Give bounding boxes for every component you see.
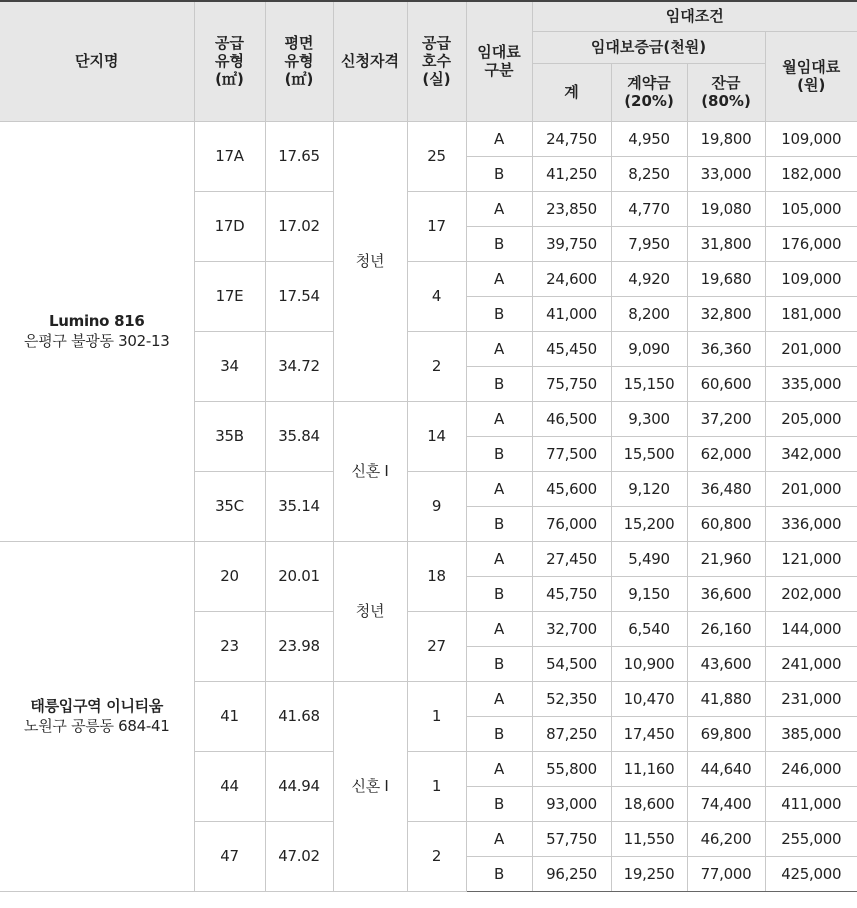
units-cell: 9 (407, 471, 466, 541)
monthly-rent-cell: 241,000 (765, 646, 857, 681)
units-cell: 17 (407, 191, 466, 261)
deposit-total-cell: 45,750 (532, 576, 611, 611)
qualification-cell: 신혼 I (333, 401, 407, 541)
area-type-cell: 23.98 (265, 611, 333, 681)
rent-class-cell: A (466, 611, 532, 646)
rent-class-cell: B (466, 716, 532, 751)
deposit-contract-cell: 8,200 (611, 296, 687, 331)
rent-class-cell: B (466, 296, 532, 331)
table-row (0, 121, 857, 156)
header-conditions: 임대조건 (532, 1, 857, 31)
deposit-total-cell: 27,450 (532, 541, 611, 576)
rent-class-cell: A (466, 751, 532, 786)
deposit-balance-cell: 41,880 (687, 681, 765, 716)
deposit-balance-cell: 33,000 (687, 156, 765, 191)
deposit-contract-cell: 10,470 (611, 681, 687, 716)
units-cell: 27 (407, 611, 466, 681)
deposit-total-cell: 76,000 (532, 506, 611, 541)
deposit-balance-cell: 19,800 (687, 121, 765, 156)
monthly-rent-cell: 411,000 (765, 786, 857, 821)
deposit-balance-cell: 60,800 (687, 506, 765, 541)
deposit-contract-cell: 10,900 (611, 646, 687, 681)
deposit-total-cell: 77,500 (532, 436, 611, 471)
supply-type-cell: 17E (194, 261, 265, 331)
supply-type-cell: 17A (194, 121, 265, 191)
rent-class-cell: B (466, 156, 532, 191)
deposit-contract-cell: 5,490 (611, 541, 687, 576)
deposit-contract-cell: 7,950 (611, 226, 687, 261)
monthly-rent-cell: 109,000 (765, 121, 857, 156)
supply-type-cell: 47 (194, 821, 265, 891)
deposit-total-cell: 93,000 (532, 786, 611, 821)
area-type-cell: 17.54 (265, 261, 333, 331)
deposit-balance-cell: 21,960 (687, 541, 765, 576)
deposit-balance-cell: 19,080 (687, 191, 765, 226)
header-qualification: 신청자격 (333, 1, 407, 121)
deposit-balance-cell: 74,400 (687, 786, 765, 821)
units-cell: 1 (407, 681, 466, 751)
complex-cell (0, 121, 194, 541)
rent-class-cell: B (466, 646, 532, 681)
monthly-rent-cell: 336,000 (765, 506, 857, 541)
supply-type-cell: 44 (194, 751, 265, 821)
deposit-balance-cell: 77,000 (687, 856, 765, 891)
deposit-balance-cell: 31,800 (687, 226, 765, 261)
monthly-rent-cell: 121,000 (765, 541, 857, 576)
supply-type-cell: 23 (194, 611, 265, 681)
rent-class-cell: A (466, 681, 532, 716)
deposit-total-cell: 23,850 (532, 191, 611, 226)
complex-cell (0, 541, 194, 891)
deposit-balance-cell: 37,200 (687, 401, 765, 436)
rent-class-cell: B (466, 366, 532, 401)
deposit-balance-cell: 62,000 (687, 436, 765, 471)
complex-address: 은평구 불광동 302-13 (24, 332, 170, 350)
deposit-contract-cell: 4,950 (611, 121, 687, 156)
deposit-contract-cell: 19,250 (611, 856, 687, 891)
header-complex: 단지명 (0, 1, 194, 121)
area-type-cell: 20.01 (265, 541, 333, 611)
monthly-rent-cell: 182,000 (765, 156, 857, 191)
deposit-contract-cell: 4,920 (611, 261, 687, 296)
deposit-total-cell: 32,700 (532, 611, 611, 646)
deposit-total-cell: 96,250 (532, 856, 611, 891)
rent-class-cell: B (466, 786, 532, 821)
units-cell: 2 (407, 331, 466, 401)
monthly-rent-cell: 425,000 (765, 856, 857, 891)
units-cell: 25 (407, 121, 466, 191)
deposit-contract-cell: 15,200 (611, 506, 687, 541)
header-units: 공급 호수 (실) (407, 1, 466, 121)
rent-class-cell: A (466, 191, 532, 226)
supply-type-cell: 35C (194, 471, 265, 541)
rent-class-cell: A (466, 541, 532, 576)
rent-class-cell: A (466, 331, 532, 366)
monthly-rent-cell: 181,000 (765, 296, 857, 331)
rent-class-cell: A (466, 471, 532, 506)
area-type-cell: 44.94 (265, 751, 333, 821)
deposit-total-cell: 41,250 (532, 156, 611, 191)
monthly-rent-cell: 176,000 (765, 226, 857, 261)
monthly-rent-cell: 335,000 (765, 366, 857, 401)
area-type-cell: 17.02 (265, 191, 333, 261)
header-supply-type: 공급 유형 (㎡) (194, 1, 265, 121)
monthly-rent-cell: 202,000 (765, 576, 857, 611)
monthly-rent-cell: 231,000 (765, 681, 857, 716)
qualification-cell: 청년 (333, 541, 407, 681)
deposit-contract-cell: 9,150 (611, 576, 687, 611)
header-deposit-contract: 계약금 (20%) (611, 63, 687, 121)
deposit-balance-cell: 32,800 (687, 296, 765, 331)
monthly-rent-cell: 205,000 (765, 401, 857, 436)
monthly-rent-cell: 255,000 (765, 821, 857, 856)
deposit-balance-cell: 44,640 (687, 751, 765, 786)
monthly-rent-cell: 201,000 (765, 471, 857, 506)
table-header (0, 1, 857, 121)
rent-class-cell: B (466, 506, 532, 541)
monthly-rent-cell: 144,000 (765, 611, 857, 646)
deposit-total-cell: 55,800 (532, 751, 611, 786)
deposit-balance-cell: 26,160 (687, 611, 765, 646)
complex-address: 노원구 공릉동 684-41 (24, 717, 170, 735)
monthly-rent-cell: 246,000 (765, 751, 857, 786)
supply-type-cell: 34 (194, 331, 265, 401)
deposit-contract-cell: 6,540 (611, 611, 687, 646)
complex-name: Lumino 816 (48, 311, 145, 330)
deposit-balance-cell: 36,480 (687, 471, 765, 506)
deposit-contract-cell: 9,090 (611, 331, 687, 366)
qualification-cell: 신혼 I (333, 681, 407, 891)
supply-type-cell: 20 (194, 541, 265, 611)
deposit-balance-cell: 36,600 (687, 576, 765, 611)
deposit-total-cell: 46,500 (532, 401, 611, 436)
monthly-rent-cell: 109,000 (765, 261, 857, 296)
deposit-total-cell: 24,750 (532, 121, 611, 156)
table-body (0, 121, 857, 891)
deposit-balance-cell: 43,600 (687, 646, 765, 681)
units-cell: 4 (407, 261, 466, 331)
header-deposit-total: 계 (532, 63, 611, 121)
header-monthly-rent: 월임대료 (원) (765, 31, 857, 121)
area-type-cell: 35.14 (265, 471, 333, 541)
units-cell: 18 (407, 541, 466, 611)
qualification-cell: 청년 (333, 121, 407, 401)
complex-name: 태릉입구역 이니티움 (30, 696, 164, 715)
units-cell: 2 (407, 821, 466, 891)
rent-class-cell: A (466, 261, 532, 296)
deposit-total-cell: 52,350 (532, 681, 611, 716)
area-type-cell: 34.72 (265, 331, 333, 401)
deposit-contract-cell: 9,300 (611, 401, 687, 436)
deposit-contract-cell: 17,450 (611, 716, 687, 751)
rent-class-cell: A (466, 401, 532, 436)
rent-class-cell: B (466, 226, 532, 261)
header-area-type: 평면 유형 (㎡) (265, 1, 333, 121)
deposit-total-cell: 57,750 (532, 821, 611, 856)
rent-class-cell: B (466, 436, 532, 471)
deposit-total-cell: 54,500 (532, 646, 611, 681)
monthly-rent-cell: 105,000 (765, 191, 857, 226)
deposit-balance-cell: 36,360 (687, 331, 765, 366)
rent-class-cell: B (466, 856, 532, 891)
supply-type-cell: 35B (194, 401, 265, 471)
header-deposit: 임대보증금(천원) (532, 31, 765, 63)
units-cell: 14 (407, 401, 466, 471)
area-type-cell: 47.02 (265, 821, 333, 891)
deposit-total-cell: 87,250 (532, 716, 611, 751)
deposit-total-cell: 45,600 (532, 471, 611, 506)
rent-class-cell: A (466, 121, 532, 156)
monthly-rent-cell: 201,000 (765, 331, 857, 366)
deposit-balance-cell: 60,600 (687, 366, 765, 401)
units-cell: 1 (407, 751, 466, 821)
header-rent-class: 임대료 구분 (466, 1, 532, 121)
area-type-cell: 41.68 (265, 681, 333, 751)
deposit-contract-cell: 15,500 (611, 436, 687, 471)
deposit-contract-cell: 11,550 (611, 821, 687, 856)
deposit-contract-cell: 4,770 (611, 191, 687, 226)
deposit-balance-cell: 46,200 (687, 821, 765, 856)
deposit-contract-cell: 11,160 (611, 751, 687, 786)
monthly-rent-cell: 342,000 (765, 436, 857, 471)
rent-class-cell: A (466, 821, 532, 856)
deposit-total-cell: 45,450 (532, 331, 611, 366)
deposit-contract-cell: 8,250 (611, 156, 687, 191)
deposit-total-cell: 41,000 (532, 296, 611, 331)
deposit-total-cell: 24,600 (532, 261, 611, 296)
deposit-balance-cell: 19,680 (687, 261, 765, 296)
area-type-cell: 17.65 (265, 121, 333, 191)
supply-type-cell: 41 (194, 681, 265, 751)
supply-type-cell: 17D (194, 191, 265, 261)
deposit-total-cell: 39,750 (532, 226, 611, 261)
table-row (0, 541, 857, 576)
deposit-total-cell: 75,750 (532, 366, 611, 401)
deposit-balance-cell: 69,800 (687, 716, 765, 751)
area-type-cell: 35.84 (265, 401, 333, 471)
rent-class-cell: B (466, 576, 532, 611)
monthly-rent-cell: 385,000 (765, 716, 857, 751)
deposit-contract-cell: 18,600 (611, 786, 687, 821)
deposit-contract-cell: 15,150 (611, 366, 687, 401)
header-deposit-balance: 잔금 (80%) (687, 63, 765, 121)
deposit-contract-cell: 9,120 (611, 471, 687, 506)
